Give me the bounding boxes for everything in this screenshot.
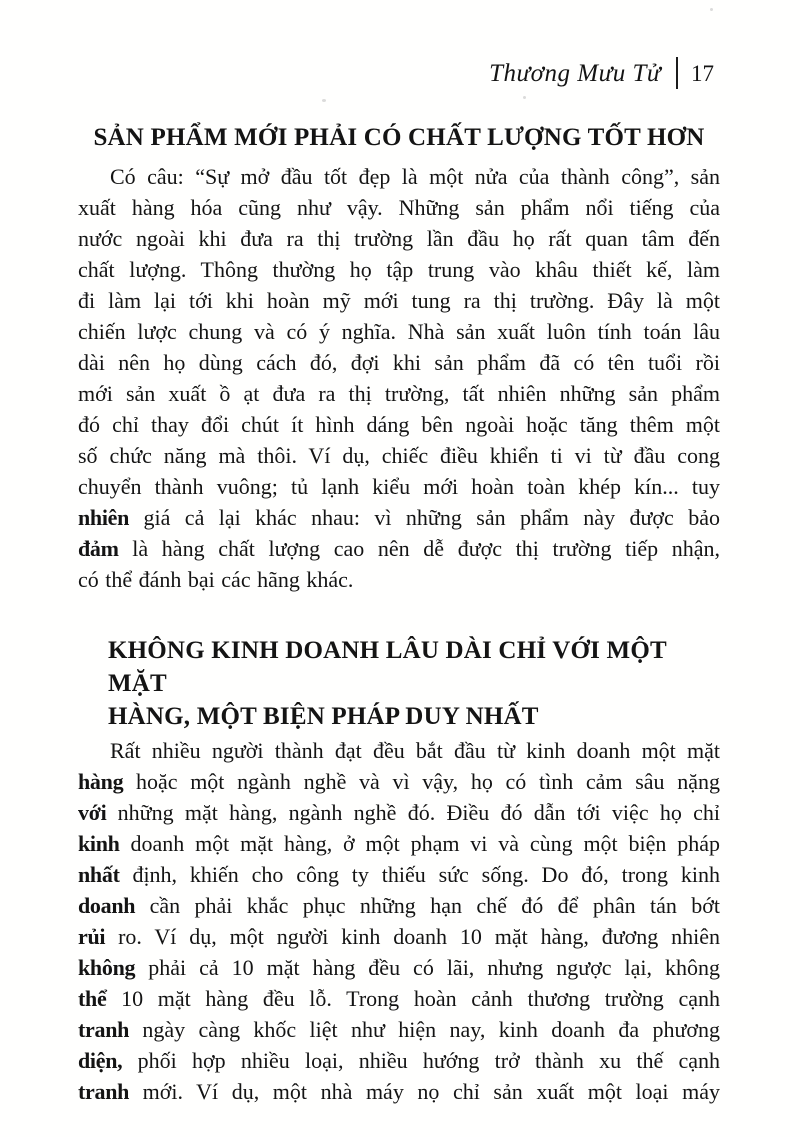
text-line: nước ngoài khi đưa ra thị trường lần đầu họ rất quan tâm đến (78, 226, 720, 251)
text-line: hàng hoặc một ngành nghề và vì vậy, họ có tình cảm sâu nặng (78, 769, 720, 794)
text-line: đảm là hàng chất lượng cao nên dễ được thị trường tiếp nhận, (78, 536, 720, 561)
scan-bold-lead-word: doanh (78, 893, 136, 918)
section-diversify-business (78, 634, 720, 1107)
text-line: mới sản xuất ồ ạt đưa ra thị trường, tất nhiên những sản phẩm (78, 381, 720, 406)
text-line: rủi ro. Ví dụ, một người kinh doanh 10 mặt hàng, đương nhiên (78, 924, 720, 949)
text-line: xuất hàng hóa cũng như vậy. Những sản phẩm nổi tiếng của (78, 195, 720, 220)
text-line: Có câu: “Sự mở đầu tốt đẹp là một nửa của thành công”, sản (110, 164, 720, 189)
scan-bold-lead-word: rủi (78, 924, 106, 949)
scan-bold-lead-word: thể (78, 986, 107, 1011)
text-line: kinh doanh một mặt hàng, ở một phạm vi và cùng một biện pháp (78, 831, 720, 856)
heading-line: SẢN PHẨM MỚI PHẢI CÓ CHẤT LƯỢNG TỐT HƠN (93, 124, 705, 151)
heading-line: KHÔNG KINH DOANH LÂU DÀI CHỈ VỚI MỘT MẶT (108, 637, 667, 697)
scan-bold-lead-word: tranh (78, 1017, 130, 1042)
scan-bold-lead-word: kinh (78, 831, 120, 856)
page-number: 17 (691, 61, 714, 86)
text-line: doanh cần phải khắc phục những hạn chế đó để phân tán bớt (78, 893, 720, 918)
text-line: dài nên họ dùng cách đó, đợi khi sản phẩm đã có tên tuổi rồi (78, 350, 720, 375)
scan-speck (710, 8, 713, 11)
scan-bold-lead-word: không (78, 955, 136, 980)
scan-speck (523, 96, 526, 99)
section-heading (78, 121, 720, 154)
text-line: thể 10 mặt hàng đều lỗ. Trong hoàn cảnh thương trường cạnh (78, 986, 720, 1011)
running-header-book-title: Thương Mưu Tử (489, 60, 661, 87)
text-line: Rất nhiều người thành đạt đều bắt đầu từ kinh doanh một mặt (110, 738, 720, 763)
header-divider-rule (676, 57, 678, 89)
scan-bold-lead-word: nhất (78, 862, 120, 887)
heading-line: HÀNG, MỘT BIỆN PHÁP DUY NHẤT (108, 703, 539, 730)
text-line: tranh ngày càng khốc liệt như hiện nay, kinh doanh đa phương (78, 1017, 720, 1042)
text-line: đó chỉ thay đổi chút ít hình dáng bên ngoài hoặc tăng thêm một (78, 412, 720, 437)
scan-bold-lead-word: diện, (78, 1048, 123, 1073)
text-line: đi làm lại tới khi hoàn mỹ mới tung ra thị trường. Đây là một (78, 288, 720, 313)
running-header (78, 57, 720, 91)
scan-bold-lead-word: đảm (78, 536, 119, 561)
scan-bold-lead-word: tranh (78, 1079, 130, 1104)
scan-bold-lead-word: với (78, 800, 107, 825)
section-heading (78, 634, 720, 733)
section-paragraph (78, 161, 720, 595)
text-line: với những mặt hàng, ngành nghề đó. Điều đó dẫn tới việc họ chỉ (78, 800, 720, 825)
scan-bold-lead-word: hàng (78, 769, 124, 794)
scan-bold-lead-word: nhiên (78, 505, 130, 530)
text-line: số chức năng mà thôi. Ví dụ, chiếc điều khiển ti vi từ đầu cong (78, 443, 720, 468)
text-line: nhất định, khiến cho công ty thiếu sức sống. Do đó, trong kinh (78, 862, 720, 887)
text-line: tranh mới. Ví dụ, một nhà máy nọ chỉ sản xuất một loại máy (78, 1079, 720, 1104)
text-line: có thể đánh bại các hãng khác. (78, 567, 354, 592)
text-line: chuyển thành vuông; tủ lạnh kiểu mới hoàn toàn khép kín... tuy (78, 474, 720, 499)
text-line: diện, phối hợp nhiều loại, nhiều hướng trở thành xu thế cạnh (78, 1048, 720, 1073)
section-paragraph (78, 735, 720, 1107)
scan-speck (322, 99, 326, 102)
text-line: chiến lược chung và có ý nghĩa. Nhà sản xuất luôn tính toán lâu (78, 319, 720, 344)
section-new-product-quality (78, 121, 720, 595)
text-line: không phải cả 10 mặt hàng đều có lãi, nhưng ngược lại, không (78, 955, 720, 980)
text-line: nhiên giá cả lại khác nhau: vì những sản phẩm này được bảo (78, 505, 720, 530)
text-line: chất lượng. Thông thường họ tập trung vào khâu thiết kế, làm (78, 257, 720, 282)
